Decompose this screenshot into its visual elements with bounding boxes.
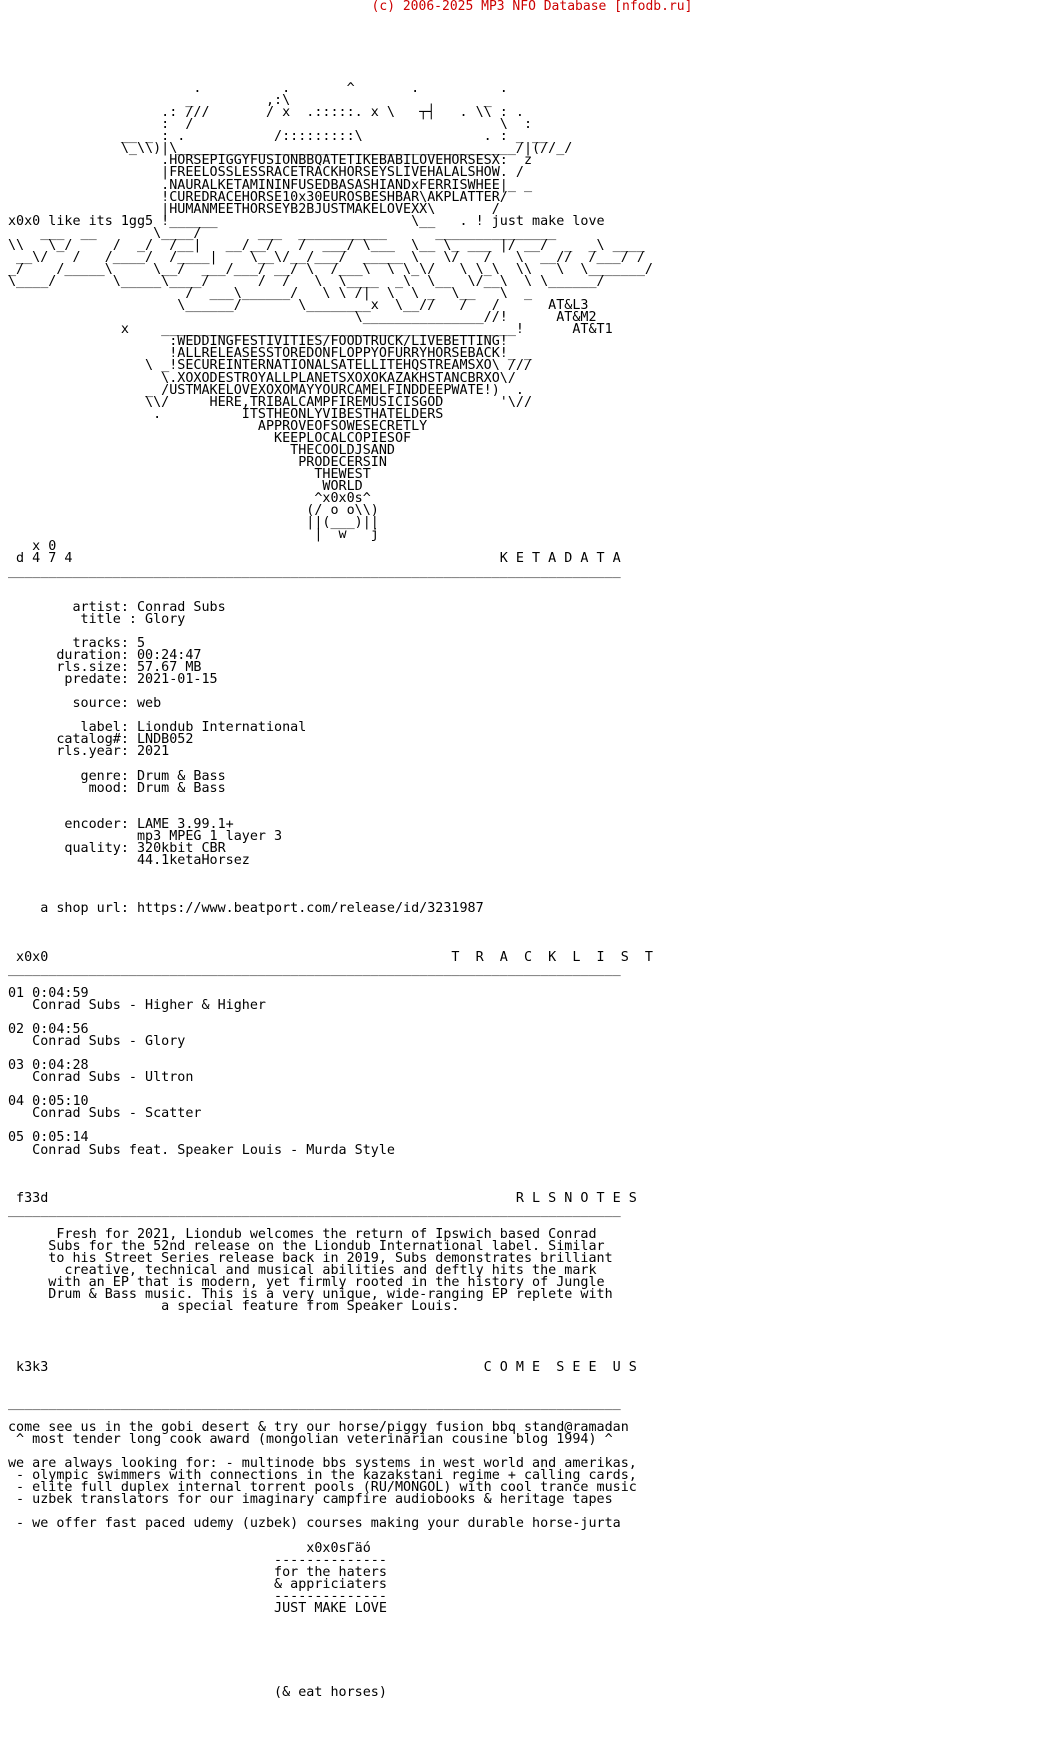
site-header: (c) 2006-2025 MP3 NFO Database [nfodb.ru] [371, 0, 693, 14]
nfo-document [8, 83, 653, 1699]
nfo-body: artist: Conrad Subs title : Glory tracks: 5 duration: 00:24:47 rls.size: 57.67 MB predate: 2021-01-15 source: web label: Liondub International catalog#: LNDB052 rls.year: 2021 genre: Drum & Bass mood: Drum & Bass encoder: LAME 3.99.1+ mp3 MPEG 1 layer 3 quality: 320kbit CBR 44.1ketaHorsez a shop url: https://www.beatport.com/release/id/3231987 x0x0 T R A C K L I S T ____________________________________________________________________________ 01 0:04:59 Conrad Subs - Higher & Higher 02 0:04:56 Conrad Subs - Glory 03 0:04:28 Conrad Subs - Ultron 04 0:05:10 Conrad Subs - Scatter 05 0:05:14 Conrad Subs feat. Speaker Louis - Murda Style f33d R L S N O T E S ____________________________________________________________________________ Fresh for 2021, Liondub welcomes the return of Ipswich based Conrad Subs for the 52nd release on the Liondub International label. Similar to his Street Series release back in 2019, Subs demonstrates brilliant creative, technical and musical abilities and deftly hits the mark with an EP that is modern, yet firmly rooted in the history of Jungle Drum & Bass music. This is a very unique, wide-ranging EP replete with a special feature from Speaker Louis. k3k3 C O M E S E E U S ____________________________________________________________________________ come see us in the gobi desert & try our horse/piggy fusion bbq stand@ramadan ^ most tender long cook award (mongolian veterinarian cousine blog 1994) ^ we are always looking for: - multinode bbs systems in west world and amerikas, - olympic swimmers with connections in the kazakstani regime + calling cards, - elite full duplex internal torrent pools (RU/MONGOL) with cool trance music - uzbek translators for our imaginary campfire audiobooks & heritage tapes - we offer fast paced udemy (uzbek) courses making your durable horse-jurta x0x0sΓäó -------------- for the haters & appriciaters -------------- JUST MAKE LOVE (& eat horses) [8, 599, 653, 1701]
ascii-logo-art: . . ^ . . _ ,:\ _ .: /// / x .:::::. x \ ┬┤ . \\ : . : / \ : __ _ : . /:::::::::\ . : _ __ \_\\)|\__________________________________________/|(//_/ .HORSEPIGGYFUSIONBBQATETIKEBABILOVEHORSESX: z |FREELOSSLESSRACETRACKHORSEYSLIVEHALALSHOW. / .NAURALKETAMININFUSEDBASASHIANDxFERRISWHEE|_ _ !CUREDRACEHORSE10x30EUROSBESHBAR\AKPLATTER/ |HUMANMEETHORSEYB2BJUSTMAKELOVEXX\ / x0x0 like its 1gg5 !______ \__ . ! just make love ___ __ \____/ ___ ___________ _______________ \\ \_/ / _/ /__| __/__/ / ___/ \___ \__ \_ ___ |/ __/ _ _\ ____ __\/ / /____/ /____| \__\/__/___/ _____ \ \/ / \ __// /___/ / _/ /_____\ \__/ ___/___/ __/ \ /___\ \ \_\/ \ \_\ \\ \ \_______/ \____/ \_____\____/ / / \ \____ _\ \__ \/__\ \ \______/ / ___\______/ \ \ /| \ \ _ \__ \ _ \______/ \________x \__// / / AT&L3 \_______________//! AT&M2 x ____________________________________________! AT&T1 :WEDDINGFESTIVITIES/FOODTRUCK/LIVEBETTING! !ALLRELEASESSTOREDONFLOPPYOFURRYHORSEBACK!_ _ \ _!SECUREINTERNATIONALSATELLITEHQSTREAMSXO\ /// \.XOXODESTROYALLPLANETSXOXOKAZAKHSTANCBRXO\/ _ /USTMAKELOVEXOXOMAYYOURCAMELFINDDEEPWATE!) . \\/ HERE,TRIBALCAMPFIREMUSICISGOD '\// . ITSTHEONLYVIBESTHATELDERS APPROVEOFSOWESECRETLY KEEPLOCALCOPIESOF THECOOLDJSAND PRODECERSIN THEWEST WORLD ^x0x0s^ (/ o o\\) ||(___)|| | w j x 0 d 4 7 4 K E T A D A T A ____________________________________________________________________________ [8, 81, 653, 579]
